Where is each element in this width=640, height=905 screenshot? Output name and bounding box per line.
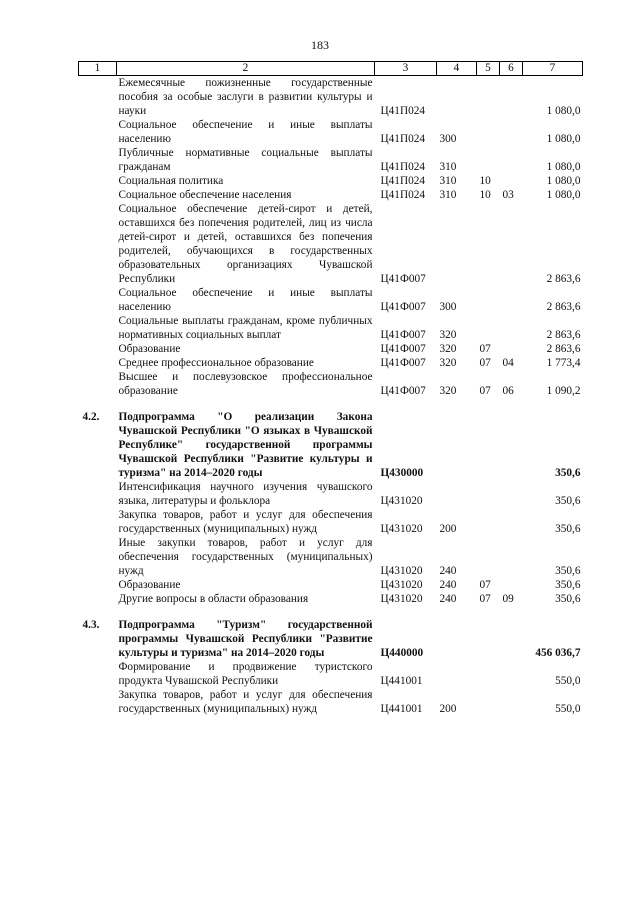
row-number: [79, 76, 117, 119]
header-col-7: 7: [523, 62, 583, 76]
expense-type-code: [437, 410, 477, 480]
expense-type-code: 320: [439, 343, 457, 355]
amount: 1 080,0: [546, 189, 581, 201]
row-name: Формирование и продвижение туристского продукта Чувашской Республики: [118, 661, 373, 687]
page-number: 183: [311, 38, 329, 52]
subsection-code: [500, 578, 523, 592]
expense-type-code: [437, 660, 477, 688]
subsection-code: [500, 618, 523, 660]
amount: 350,6: [555, 523, 581, 535]
table-row: [79, 660, 583, 688]
target-article-code: Ц41Ф007: [380, 273, 426, 285]
section-code: [477, 536, 500, 578]
target-article-code: Ц41П024: [380, 133, 426, 145]
table-row: [79, 76, 583, 119]
row-number: [79, 578, 117, 592]
table-row: [79, 356, 583, 370]
row-number: [79, 118, 117, 146]
target-article-code: Ц41П024: [380, 175, 426, 187]
amount: 350,6: [555, 495, 581, 507]
target-article-code: Ц431020: [380, 593, 423, 605]
target-article-code: Ц441001: [380, 675, 423, 687]
expense-type-code: 300: [439, 133, 457, 145]
amount: 1 080,0: [546, 105, 581, 117]
row-name: Закупка товаров, работ и услуг для обеспечения государственных (муниципальных) нужд: [118, 509, 373, 535]
section-code: 07: [479, 385, 491, 397]
section-code: [477, 660, 500, 688]
subsection-code: [500, 536, 523, 578]
header-col-2: 2: [117, 62, 375, 76]
subsection-code: [500, 688, 523, 716]
expense-type-code: [437, 202, 477, 286]
amount: 550,0: [555, 675, 581, 687]
row-name: Ежемесячные пожизненные государственные пособия за особые заслуги в развитии культуры и науки: [118, 77, 373, 117]
expense-type-code: 320: [439, 385, 457, 397]
target-article-code: Ц41Ф007: [380, 301, 426, 313]
row-name: Социальное обеспечение населения: [118, 189, 292, 201]
row-name: Закупка товаров, работ и услуг для обеспечения государственных (муниципальных) нужд: [118, 689, 373, 715]
row-number: [79, 480, 117, 508]
header-col-4: 4: [437, 62, 477, 76]
expense-type-code: [437, 76, 477, 119]
amount: 2 863,6: [546, 329, 581, 341]
table-row: [79, 370, 583, 398]
table-row: [79, 118, 583, 146]
target-article-code: Ц430000: [380, 467, 424, 479]
row-number: 4.2.: [82, 411, 100, 423]
section-code: [477, 286, 500, 314]
row-number: [79, 688, 117, 716]
target-article-code: Ц41Ф007: [380, 343, 426, 355]
table-row: [79, 688, 583, 716]
section-code: [477, 202, 500, 286]
target-article-code: Ц41Ф007: [380, 357, 426, 369]
section-code: [477, 118, 500, 146]
table-row: [79, 314, 583, 342]
amount: 1 080,0: [546, 161, 581, 173]
row-name: Социальное обеспечение и иные выплаты населению: [118, 119, 373, 145]
expense-type-code: [437, 618, 477, 660]
row-name: Социальная политика: [118, 175, 224, 187]
amount: 1 080,0: [546, 175, 581, 187]
table-row: [79, 202, 583, 286]
row-name: Подпрограмма "Туризм" государственной программы Чувашской Республики "Развитие культуры и туризма" на 2014–2020 годы: [118, 619, 373, 659]
row-number: [79, 342, 117, 356]
target-article-code: Ц440000: [380, 647, 424, 659]
target-article-code: Ц431020: [380, 579, 423, 591]
subsection-code: [500, 480, 523, 508]
amount: 350,6: [555, 467, 581, 479]
subsection-code: [500, 76, 523, 119]
subsection-code: [500, 146, 523, 174]
table-row: [79, 286, 583, 314]
amount: 1 080,0: [546, 133, 581, 145]
table-row: [79, 146, 583, 174]
row-name: Высшее и послевузовское профессиональное образование: [118, 371, 373, 397]
row-number: [79, 146, 117, 174]
amount: 2 863,6: [546, 273, 581, 285]
table-row: [79, 592, 583, 606]
section-code: [477, 480, 500, 508]
section-code: 10: [479, 189, 491, 201]
section-code: 10: [479, 175, 491, 187]
row-name: Публичные нормативные социальные выплаты гражданам: [118, 147, 373, 173]
table-row: [79, 174, 583, 188]
target-article-code: Ц41Ф007: [380, 385, 426, 397]
section-code: [477, 314, 500, 342]
subsection-code: [500, 660, 523, 688]
subsection-code: 04: [502, 357, 514, 369]
subsection-code: 06: [502, 385, 514, 397]
expense-type-code: 240: [439, 593, 457, 605]
amount: 1 773,4: [546, 357, 581, 369]
amount: 2 863,6: [546, 343, 581, 355]
row-name: Среднее профессиональное образование: [118, 357, 314, 369]
subsection-code: [500, 118, 523, 146]
amount: 1 090,2: [546, 385, 581, 397]
section-code: [477, 618, 500, 660]
table-row: [79, 342, 583, 356]
row-number: [79, 202, 117, 286]
row-number: [79, 536, 117, 578]
amount: 350,6: [555, 579, 581, 591]
amount: 550,0: [555, 703, 581, 715]
row-name: Социальные выплаты гражданам, кроме публичных нормативных социальных выплат: [118, 315, 373, 341]
section-code: [477, 146, 500, 174]
table-row: [79, 578, 583, 592]
subsection-code: [500, 410, 523, 480]
subsection-code: [500, 286, 523, 314]
row-name: Интенсификация научного изучения чувашского языка, литературы и фольклора: [118, 481, 373, 507]
row-number: [79, 356, 117, 370]
budget-table: [78, 61, 583, 716]
table-row: [79, 480, 583, 508]
subsection-code: 09: [502, 593, 514, 605]
expense-type-code: 240: [439, 565, 457, 577]
column-number-header: [79, 62, 583, 76]
subsection-code: [500, 342, 523, 356]
subsection-code: [500, 508, 523, 536]
row-number: [79, 508, 117, 536]
row-name: Социальное обеспечение и иные выплаты населению: [118, 287, 373, 313]
target-article-code: Ц431020: [380, 495, 423, 507]
expense-type-code: 240: [439, 579, 457, 591]
table-row: [79, 536, 583, 578]
amount: 350,6: [555, 565, 581, 577]
section-code: [477, 688, 500, 716]
expense-type-code: 310: [439, 161, 457, 173]
expense-type-code: 310: [439, 189, 457, 201]
expense-type-code: 300: [439, 301, 457, 313]
row-name: Другие вопросы в области образования: [118, 593, 309, 605]
section-code: 07: [479, 579, 491, 591]
section-code: 07: [479, 357, 491, 369]
row-number: [79, 592, 117, 606]
target-article-code: Ц41П024: [380, 105, 426, 117]
amount: 456 036,7: [535, 647, 581, 659]
row-name: Подпрограмма "О реализации Закона Чувашской Республики "О языках в Чувашской Республике" государственной программы Чувашской Республики "Развитие культуры и туризма" на 2014–2020 годы: [118, 411, 373, 479]
target-article-code: Ц41П024: [380, 161, 426, 173]
table-row: [79, 188, 583, 202]
section-code: [477, 410, 500, 480]
header-col-5: 5: [477, 62, 500, 76]
row-number: [79, 370, 117, 398]
section-code: [477, 76, 500, 119]
row-spacer: [79, 398, 583, 410]
expense-type-code: 320: [439, 357, 457, 369]
subprogram-row: [79, 618, 583, 660]
header-col-3: 3: [375, 62, 437, 76]
row-number: [79, 314, 117, 342]
header-col-1: 1: [79, 62, 117, 76]
expense-type-code: 200: [439, 703, 457, 715]
target-article-code: Ц41Ф007: [380, 329, 426, 341]
subsection-code: [500, 174, 523, 188]
row-number: [79, 286, 117, 314]
row-name: Образование: [118, 579, 181, 591]
amount: 350,6: [555, 593, 581, 605]
row-name: Образование: [118, 343, 181, 355]
table-row: [79, 508, 583, 536]
target-article-code: Ц441001: [380, 703, 423, 715]
amount: 2 863,6: [546, 301, 581, 313]
section-code: 07: [479, 593, 491, 605]
expense-type-code: 310: [439, 175, 457, 187]
target-article-code: Ц41П024: [380, 189, 426, 201]
row-number: [79, 174, 117, 188]
subsection-code: 03: [502, 189, 514, 201]
target-article-code: Ц431020: [380, 523, 423, 535]
expense-type-code: [437, 480, 477, 508]
row-spacer: [79, 606, 583, 618]
expense-type-code: 320: [439, 329, 457, 341]
row-number: 4.3.: [82, 619, 100, 631]
row-number: [79, 660, 117, 688]
expense-type-code: 200: [439, 523, 457, 535]
section-code: [477, 508, 500, 536]
row-number: [79, 188, 117, 202]
subsection-code: [500, 314, 523, 342]
section-code: 07: [479, 343, 491, 355]
subsection-code: [500, 202, 523, 286]
subprogram-row: [79, 410, 583, 480]
target-article-code: Ц431020: [380, 565, 423, 577]
header-col-6: 6: [500, 62, 523, 76]
row-name: Иные закупки товаров, работ и услуг для обеспечения государственных (муниципальных) нужд: [118, 537, 373, 577]
row-name: Социальное обеспечение детей-сирот и детей, оставшихся без попечения родителей, лиц из числа детей-сирот и детей, оставшихся без попечения родителей, обучающихся в государственных образовательных организациях Чувашской Республики: [118, 203, 373, 285]
